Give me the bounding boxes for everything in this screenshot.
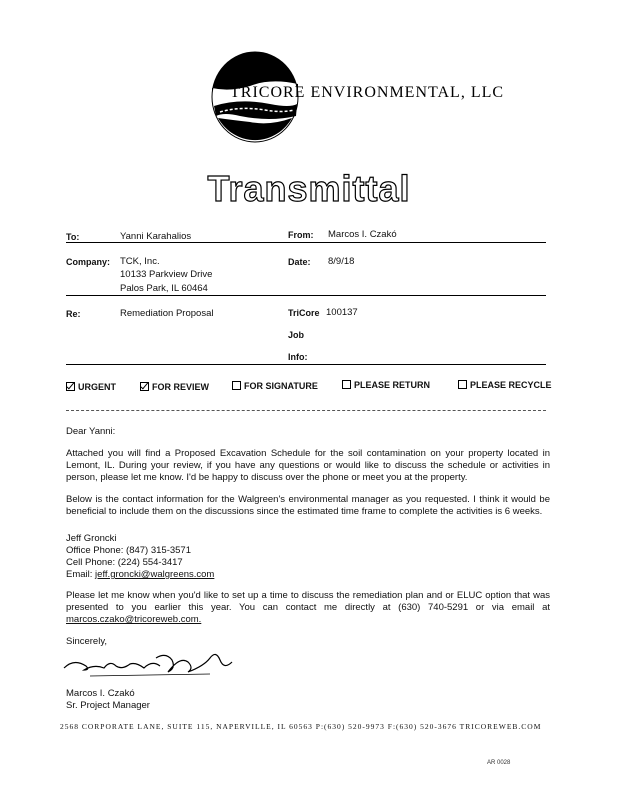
checkbox-empty-icon — [342, 380, 351, 389]
company-line-2: 10133 Parkview Drive — [120, 269, 213, 280]
company-label: Company: — [66, 257, 111, 267]
from-label: From: — [288, 230, 314, 240]
checkbox-for-signature[interactable]: FOR SIGNATURE — [232, 381, 318, 391]
checkbox-checked-icon — [66, 382, 75, 391]
divider — [66, 364, 546, 365]
info-label: Info: — [288, 352, 308, 362]
checkbox-please-recycle[interactable]: PLEASE RECYCLE — [458, 380, 552, 390]
contact-cell-phone: Cell Phone: (224) 554-3417 — [66, 557, 183, 568]
footer-address: 2568 CORPORATE LANE, SUITE 115, NAPERVILLE, IL 60563 P:(630) 520-9973 F:(630) 520-3676 TRICOREWEB.COM — [60, 722, 542, 731]
re-label: Re: — [66, 309, 81, 319]
company-line-3: Palos Park, IL 60464 — [120, 283, 208, 294]
job-label: Job — [288, 330, 305, 340]
tricore-value: 100137 — [326, 307, 358, 318]
page-title: Transmittal — [207, 168, 411, 209]
checkbox-urgent[interactable]: URGENT — [66, 382, 116, 392]
paragraph-1: Attached you will find a Proposed Excavation Schedule for the soil contamination on your property located in Lemont, IL. During your review, if you have any questions or would like to discuss the schedule or activities in person, please let me know. I'd be happy to discuss over the phone or meet you at the property. — [66, 448, 550, 483]
to-value: Yanni Karahalios — [120, 231, 192, 242]
company-line-1: TCK, Inc. — [120, 256, 160, 267]
signature — [60, 646, 240, 682]
checkbox-empty-icon — [232, 381, 241, 390]
document-code: AR 0028 — [487, 760, 511, 766]
paragraph-3: Please let me know when you'd like to set up a time to discuss the remediation plan and or ELUC option that was presented to you earlier this year. You can contact me directly at (630) 740-5291 or via email at marcos.czako@tricoreweb.com. — [66, 590, 550, 625]
contact-email: Email: jeff.groncki@walgreens.com — [66, 569, 215, 580]
checkbox-for-review[interactable]: FOR REVIEW — [140, 382, 209, 392]
date-label: Date: — [288, 257, 311, 267]
company-name: TRICORE ENVIRONMENTAL, LLC — [230, 84, 505, 101]
email-link[interactable]: marcos.czako@tricoreweb.com. — [66, 614, 202, 625]
divider — [66, 295, 546, 296]
paragraph-2: Below is the contact information for the Walgreen's environmental manager as you requested. I think it would be beneficial to include them on the discussions since the estimated time frame to complete the activities is 6 weeks. — [66, 494, 550, 517]
contact-office-phone: Office Phone: (847) 315-3571 — [66, 545, 191, 556]
re-value: Remediation Proposal — [120, 308, 214, 319]
checkbox-empty-icon — [458, 380, 467, 389]
closing: Sincerely, — [66, 636, 108, 647]
contact-name: Jeff Groncki — [66, 533, 117, 544]
email-link[interactable]: jeff.groncki@walgreens.com — [95, 569, 215, 580]
tricore-label: TriCore — [288, 308, 320, 318]
date-value: 8/9/18 — [328, 256, 355, 267]
divider — [66, 410, 546, 411]
checkbox-checked-icon — [140, 382, 149, 391]
signer-title: Sr. Project Manager — [66, 700, 150, 711]
signer-name: Marcos I. Czakó — [66, 688, 135, 699]
salutation: Dear Yanni: — [66, 426, 116, 437]
checkbox-please-return[interactable]: PLEASE RETURN — [342, 380, 430, 390]
to-label: To: — [66, 232, 80, 242]
from-value: Marcos I. Czakó — [328, 229, 397, 240]
divider — [66, 242, 546, 243]
